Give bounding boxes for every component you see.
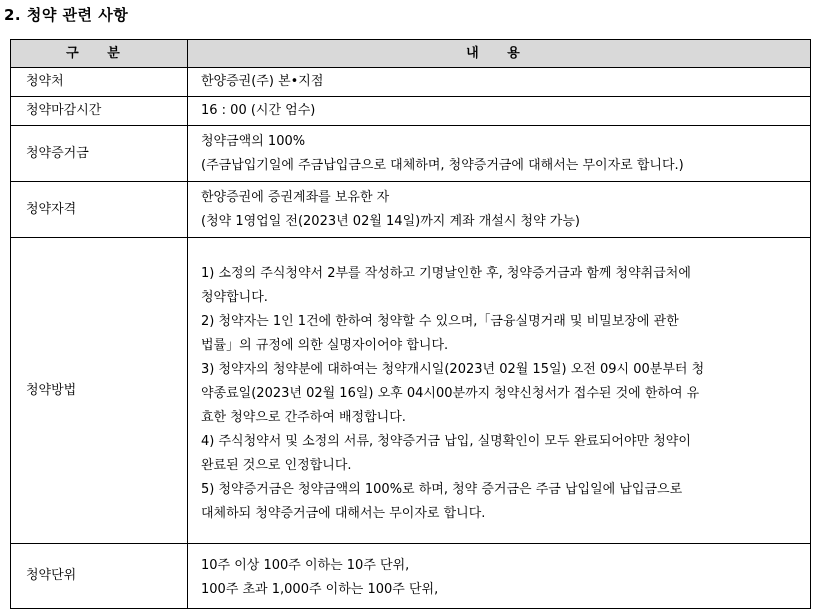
row-value-method xyxy=(188,238,811,544)
method-line: 3) 청약자의 청약분에 대하여는 청약개시일(2023년 02월 15일) 오전 09시 00분부터 청 xyxy=(201,361,705,377)
row-value-deposit xyxy=(188,126,811,182)
deposit-line: (주금납입기일에 주금납입금으로 대체하며, 청약증거금에 대해서는 무이자로 합니다.) xyxy=(201,157,684,173)
table-row xyxy=(11,182,811,238)
table-row xyxy=(11,238,811,544)
method-line: 청약합니다. xyxy=(201,289,268,305)
row-value-deadline: 16 : 00 (시간 엄수) xyxy=(188,97,811,126)
table-row xyxy=(11,126,811,182)
row-label-method: 청약방법 xyxy=(11,238,188,544)
method-line: 완료된 것으로 인정합니다. xyxy=(201,457,352,473)
row-label-place: 청약처 xyxy=(11,68,188,97)
table-row xyxy=(11,544,811,609)
qualification-line: (청약 1영업일 전(2023년 02월 14일)까지 계좌 개설시 청약 가능) xyxy=(201,213,580,229)
section-title: 2. 청약 관련 사항 xyxy=(4,6,129,24)
method-line: 대체하되 청약증거금에 대해서는 무이자로 합니다. xyxy=(201,505,486,521)
qualification-line: 한양증권에 증권계좌를 보유한 자 xyxy=(201,189,390,205)
unit-line: 100주 초과 1,000주 이하는 100주 단위, xyxy=(201,581,439,597)
row-label-deposit: 청약증거금 xyxy=(11,126,188,182)
table-row xyxy=(11,68,811,97)
table-row xyxy=(11,97,811,126)
row-label-deadline: 청약마감시간 xyxy=(11,97,188,126)
row-value-unit xyxy=(188,544,811,609)
method-line: 2) 청약자는 1인 1건에 한하여 청약할 수 있으며,「금융실명거래 및 비밀보장에 관한 xyxy=(201,313,679,329)
row-value-qualification xyxy=(188,182,811,238)
method-line: 효한 청약으로 간주하여 배정합니다. xyxy=(201,409,406,425)
subscription-table xyxy=(10,39,811,609)
table-header-row xyxy=(11,40,811,68)
header-content: 내 용 xyxy=(188,40,811,68)
deposit-line: 청약금액의 100% xyxy=(201,133,306,149)
method-line: 1) 소정의 주식청약서 2부를 작성하고 기명날인한 후, 청약증거금과 함께 청약취급처에 xyxy=(201,265,691,281)
method-line: 5) 청약증거금은 청약금액의 100%로 하며, 청약 증거금은 주금 납입일에 납입금으로 xyxy=(201,481,683,497)
row-label-unit: 청약단위 xyxy=(11,544,188,609)
unit-line: 10주 이상 100주 이하는 10주 단위, xyxy=(201,557,410,573)
header-category: 구 분 xyxy=(11,40,188,68)
method-line: 법률」의 규정에 의한 실명자이어야 합니다. xyxy=(201,337,449,353)
method-line: 약종료일(2023년 02월 16일) 오후 04시00분까지 청약신청서가 접수된 것에 한하여 유 xyxy=(201,385,700,401)
row-value-place: 한양증권(주) 본•지점 xyxy=(188,68,811,97)
method-line: 4) 주식청약서 및 소정의 서류, 청약증거금 납입, 실명확인이 모두 완료되어야만 청약이 xyxy=(201,433,691,449)
row-label-qualification: 청약자격 xyxy=(11,182,188,238)
